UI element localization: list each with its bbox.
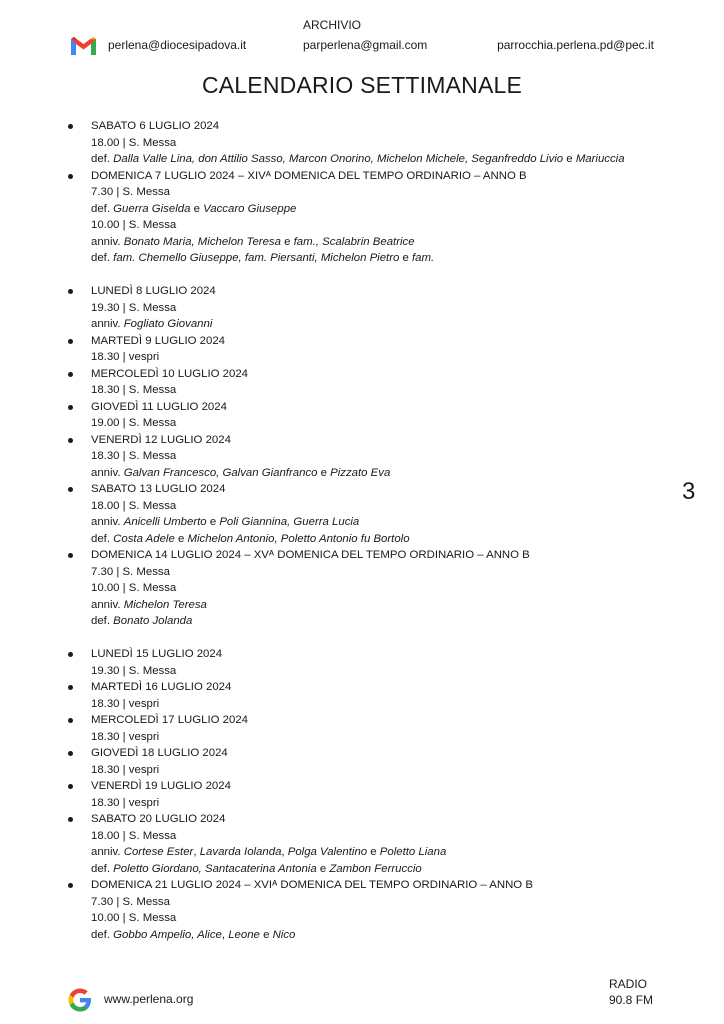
day-label: SABATO 13 LUGLIO 2024	[91, 483, 226, 495]
person-names: Cortese Ester	[123, 846, 194, 858]
schedule-detail: 19.30 | S. Messa	[91, 664, 177, 677]
bullet-icon	[68, 817, 73, 822]
schedule-detail: 10.00 | S. Messa	[91, 582, 177, 594]
day-label: VENERDÌ 12 LUGLIO 2024	[91, 433, 231, 446]
person-names: Lavarda Iolanda	[199, 846, 282, 858]
day-label: LUNEDÌ 8 LUGLIO 2024	[91, 285, 216, 297]
person-names: Poli Giannina, Guerra Lucia	[219, 516, 360, 528]
person-names: Poletto Giordano, Santacaterina Antonia	[113, 862, 317, 875]
google-icon	[68, 988, 92, 1012]
day-heading	[64, 679, 664, 696]
day-label: DOMENICA 7 LUGLIO 2024 – XIVᴬ DOMENICA DEL TEMPO ORDINARIO – ANNO B	[91, 169, 527, 182]
person-names: fam., Scalabrin Beatrice	[293, 235, 415, 248]
day-label: MERCOLEDÌ 17 LUGLIO 2024	[91, 714, 249, 726]
schedule-detail: 18.00 | S. Messa	[91, 829, 177, 842]
radio-label: RADIO	[609, 977, 648, 991]
person-names: Michelon Antonio, Poletto Antonio fu Bortolo	[187, 532, 410, 545]
email-diocesi-link[interactable]: perlena@diocesipadova.it	[108, 38, 247, 52]
header-archivio: ARCHIVIO	[303, 18, 362, 32]
day-label: DOMENICA 21 LUGLIO 2024 – XVIᴬ DOMENICA DEL TEMPO ORDINARIO – ANNO B	[91, 879, 533, 891]
day-label: DOMENICA 14 LUGLIO 2024 – XVᴬ DOMENICA DEL TEMPO ORDINARIO – ANNO B	[91, 549, 530, 561]
person-names: Guerra Giselda	[113, 202, 191, 215]
person-names: Michelon Teresa	[123, 598, 207, 611]
day-label: MERCOLEDÌ 10 LUGLIO 2024	[91, 367, 249, 380]
week-separator	[64, 630, 664, 647]
day-heading	[64, 366, 664, 383]
schedule-detail: def. fam. Chemello Giuseppe, fam. Piersanti, Michelon Pietro e fam.	[91, 252, 435, 264]
schedule-detail: 7.30 | S. Messa	[91, 565, 170, 578]
person-names: Dalla Valle Lina, don Attilio Sasso, Marcon Onorino, Michelon Michele, Seganfreddo Livio	[113, 153, 564, 165]
schedule-detail: 10.00 | S. Messa	[91, 912, 177, 924]
schedule-list	[64, 118, 664, 943]
person-names: Poletto Liana	[379, 846, 447, 858]
schedule-detail: def. Poletto Giordano, Santacaterina Antonia e Zambon Ferruccio	[91, 862, 422, 875]
schedule-detail: def. Guerra Giselda e Vaccaro Giuseppe	[91, 202, 297, 215]
day-heading	[64, 168, 664, 185]
schedule-detail: anniv. Anicelli Umberto e Poli Giannina, Guerra Lucia	[91, 516, 360, 528]
person-names: Zambon Ferruccio	[329, 862, 422, 875]
day-heading	[64, 877, 664, 894]
day-heading	[64, 646, 664, 663]
day-label: GIOVEDÌ 18 LUGLIO 2024	[91, 747, 228, 759]
person-names: Bonato Maria, Michelon Teresa	[123, 235, 281, 248]
schedule-detail: 7.30 | S. Messa	[91, 895, 170, 908]
bullet-icon	[68, 718, 73, 723]
bullet-icon	[68, 553, 73, 558]
schedule-detail: 18.30 | vespri	[91, 796, 160, 809]
schedule-detail: def. Costa Adele e Michelon Antonio, Poletto Antonio fu Bortolo	[91, 532, 410, 545]
person-names: Leone	[228, 928, 260, 941]
schedule-detail: 18.00 | S. Messa	[91, 136, 177, 149]
schedule-detail: 18.30 | vespri	[91, 730, 160, 743]
person-names: fam. Chemello Giuseppe, fam. Piersanti, Michelon Pietro	[113, 252, 400, 264]
person-names: Fogliato Giovanni	[123, 318, 213, 330]
schedule-detail: 7.30 | S. Messa	[91, 186, 170, 198]
schedule-detail: def. Gobbo Ampelio, Alice, Leone e Nico	[91, 928, 296, 941]
day-heading	[64, 283, 664, 300]
person-names: Bonato Jolanda	[113, 615, 193, 627]
day-heading	[64, 745, 664, 762]
day-heading	[64, 481, 664, 498]
bullet-icon	[68, 685, 73, 690]
bullet-icon	[68, 438, 73, 443]
person-names: Costa Adele	[113, 532, 175, 545]
bullet-icon	[68, 372, 73, 377]
schedule-detail: def. Bonato Jolanda	[91, 615, 193, 627]
bullet-icon	[68, 784, 73, 789]
day-heading	[64, 118, 664, 135]
person-names: Gobbo Ampelio, Alice	[113, 928, 222, 941]
schedule-detail: anniv. Bonato Maria, Michelon Teresa e fam., Scalabrin Beatrice	[91, 235, 415, 248]
person-names: Polga Valentino	[287, 846, 368, 858]
day-heading	[64, 712, 664, 729]
schedule-detail: 18.30 | vespri	[91, 351, 160, 363]
schedule-detail: 18.30 | vespri	[91, 763, 160, 776]
schedule-detail: 19.00 | S. Messa	[91, 417, 177, 429]
bullet-icon	[68, 751, 73, 756]
bullet-icon	[68, 339, 73, 344]
schedule-detail: anniv. Galvan Francesco, Galvan Gianfranco e Pizzato Eva	[91, 466, 391, 479]
header-contacts	[70, 36, 660, 56]
day-label: GIOVEDÌ 11 LUGLIO 2024	[91, 400, 227, 413]
schedule-detail: anniv. Michelon Teresa	[91, 598, 207, 611]
page-number: 3	[682, 478, 696, 505]
day-label: MARTEDÌ 9 LUGLIO 2024	[91, 334, 226, 347]
day-label: MARTEDÌ 16 LUGLIO 2024	[91, 681, 232, 693]
day-label: VENERDÌ 19 LUGLIO 2024	[91, 780, 231, 792]
bullet-icon	[68, 124, 73, 129]
schedule-detail: 18.00 | S. Messa	[91, 499, 177, 512]
bullet-icon	[68, 405, 73, 410]
day-heading	[64, 333, 664, 350]
day-heading	[64, 778, 664, 795]
day-label: LUNEDÌ 15 LUGLIO 2024	[91, 648, 223, 660]
schedule-detail: 18.30 | S. Messa	[91, 384, 177, 396]
radio-value: 90.8 FM	[609, 993, 654, 1007]
bullet-icon	[68, 289, 73, 294]
schedule-detail: 18.30 | vespri	[91, 697, 160, 710]
bullet-icon	[68, 652, 73, 657]
person-names: fam.	[412, 252, 435, 264]
schedule-detail: anniv. Cortese Ester, Lavarda Iolanda, Polga Valentino e Poletto Liana	[91, 846, 447, 858]
gmail-icon	[70, 36, 97, 56]
schedule-detail: def. Dalla Valle Lina, don Attilio Sasso, Marcon Onorino, Michelon Michele, Seganfreddo Livio e Mariuccia	[91, 153, 625, 165]
person-names: Vaccaro Giuseppe	[203, 202, 297, 215]
bullet-icon	[68, 487, 73, 492]
day-heading	[64, 547, 664, 564]
person-names: Mariuccia	[575, 153, 625, 165]
week-separator	[64, 267, 664, 284]
radio-frequency	[609, 976, 653, 1008]
person-names: Pizzato Eva	[330, 466, 391, 479]
day-heading	[64, 399, 664, 416]
email-gmail-link[interactable]: parperlena@gmail.com	[303, 38, 428, 52]
schedule-detail: 10.00 | S. Messa	[91, 219, 177, 231]
person-names: Galvan Francesco, Galvan Gianfranco	[123, 466, 318, 479]
person-names: Anicelli Umberto	[123, 516, 207, 528]
website-link[interactable]: www.perlena.org	[104, 992, 194, 1006]
schedule-detail: 19.30 | S. Messa	[91, 301, 177, 314]
bullet-icon	[68, 174, 73, 179]
bullet-icon	[68, 883, 73, 888]
person-names: Nico	[272, 928, 296, 941]
day-heading	[64, 811, 664, 828]
email-pec-link[interactable]: parrocchia.perlena.pd@pec.it	[497, 38, 654, 52]
page-title: CALENDARIO SETTIMANALE	[201, 72, 523, 98]
schedule-detail: 18.30 | S. Messa	[91, 450, 177, 462]
day-label: SABATO 6 LUGLIO 2024	[91, 120, 220, 132]
day-heading	[64, 432, 664, 449]
schedule-detail: anniv. Fogliato Giovanni	[91, 318, 213, 330]
day-label: SABATO 20 LUGLIO 2024	[91, 813, 226, 825]
